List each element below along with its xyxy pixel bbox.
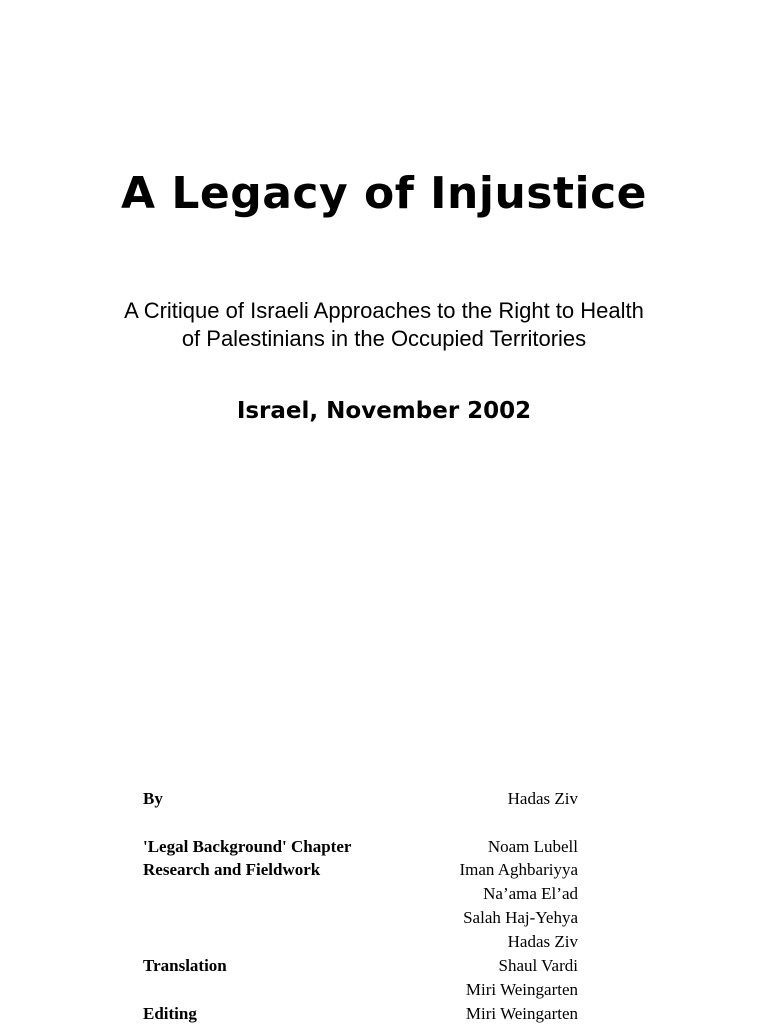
subtitle-line-2: of Palestinians in the Occupied Territories [181, 326, 587, 351]
credit-name-research-1: Iman Aghbariyya [459, 860, 578, 879]
credit-role-research: Research and Fieldwork [143, 860, 321, 879]
credit-role-by: By [143, 789, 163, 808]
credit-name-editing: Miri Weingarten [465, 1004, 578, 1023]
credit-role-translation: Translation [143, 956, 227, 975]
credit-name-research-3: Salah Haj-Yehya [463, 908, 578, 927]
credit-role-editing: Editing [143, 1004, 197, 1023]
credit-name-translation-1: Shaul Vardi [498, 956, 578, 975]
subtitle-line-1: A Critique of Israeli Approaches to the Right to Health [124, 298, 644, 323]
credit-name-legal-background: Noam Lubell [487, 837, 578, 856]
credit-name-research-2: Na’ama El’ad [483, 884, 578, 903]
credit-name-research-4: Hadas Ziv [507, 932, 578, 951]
credits-block [143, 0, 578, 1024]
credit-role-legal-background: 'Legal Background' Chapter [143, 837, 352, 856]
dateline: Israel, November 2002 [236, 398, 532, 424]
document-title: A Legacy of Injustice [120, 168, 648, 219]
credit-name-author: Hadas Ziv [507, 789, 578, 808]
credit-name-translation-2: Miri Weingarten [465, 980, 578, 999]
